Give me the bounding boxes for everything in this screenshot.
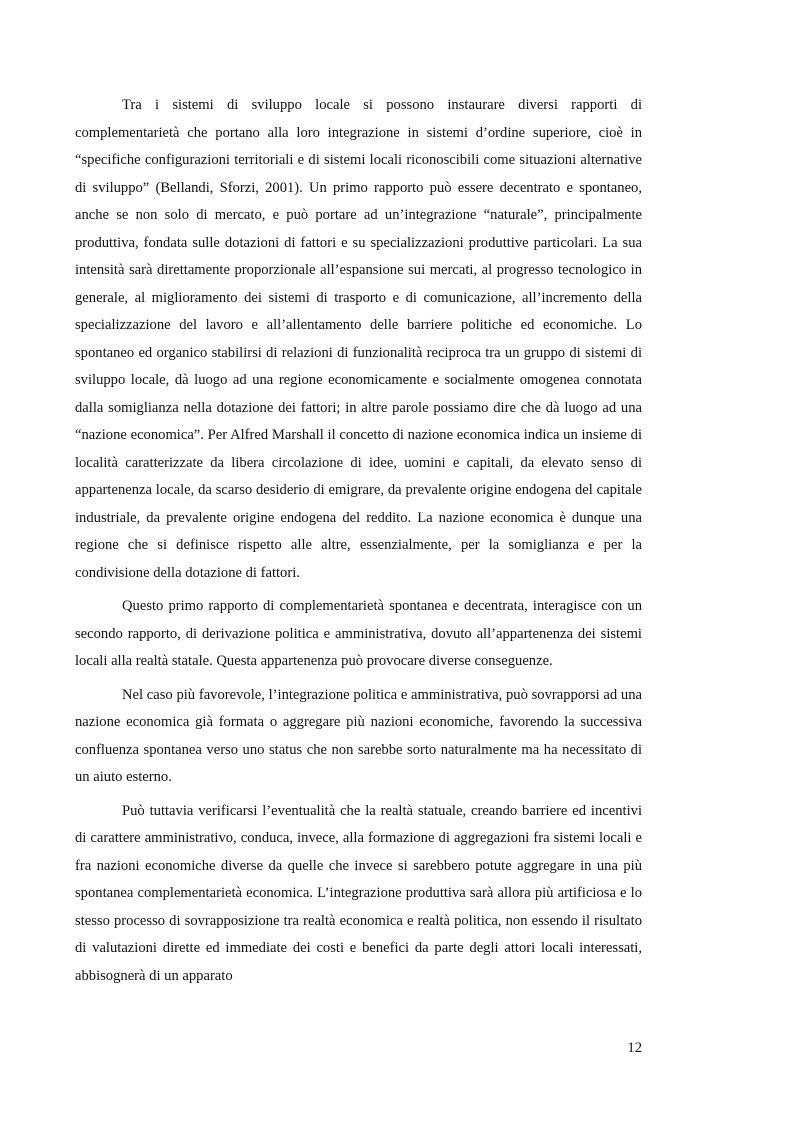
paragraph-2: Questo primo rapporto di complementarietà spontanea e decentrata, interagisce con un secondo rapporto, di derivazione politica e amministrativa, dovuto all’appartenenza dei sistemi locali alla realtà statale. Questa appartenenza può provocare diverse conseguenze. bbox=[75, 598, 642, 669]
paragraph-4: Può tuttavia verificarsi l’eventualità che la realtà statuale, creando barriere ed incentivi di carattere amministrativo, conduca, invece, alla formazione di aggregazioni fra sistemi locali e fra nazioni economiche diverse da quelle che invece si sarebbero potute aggregare in una più spontanea complementarietà economica. L’integrazione produttiva sarà allora più artificiosa e lo stesso processo di sovrapposizione tra realtà economica e realtà politica, non essendo il risultato di valutazioni dirette ed immediate dei costi e benefici da parte degli attori locali interessati, abbisognerà di un apparato bbox=[75, 802, 642, 984]
paragraph-1: Tra i sistemi di sviluppo locale si possono instaurare diversi rapporti di complementarietà che portano alla loro integrazione in sistemi d’ordine superiore, cioè in “specifiche configurazioni territoriali e di sistemi locali riconoscibili come situazioni alternative di sviluppo” (Bellandi, Sforzi, 2001). Un primo rapporto può essere decentrato e spontaneo, anche se non solo di mercato, e può portare ad un’integrazione “naturale”, principalmente produttiva, fondata sulle dotazioni di fattori e su specializzazioni produttive particolari. La sua intensità sarà direttamente proporzionale all’espansione sui mercati, al progresso tecnologico in generale, al miglioramento dei sistemi di trasporto e di comunicazione, all’incremento della specializzazione del lavoro e all’allentamento delle barriere politiche ed economiche. Lo spontaneo ed organico stabilirsi di relazioni di funzionalità reciproca tra un gruppo di sistemi di sviluppo locale, dà luogo ad una regione economicamente e socialmente omogenea connotata dalla somiglianza nella dotazione dei fattori; in altre parole possiamo dire che dà luogo ad una “nazione economica”. Per Alfred Marshall il concetto di nazione economica indica un insieme di località caratterizzate da libera circolazione di idee, uomini e capitali, da elevato senso di appartenenza locale, da scarso desiderio di emigrare, da prevalente origine endogena del capitale industriale, da prevalente origine endogena del reddito. La nazione economica è dunque una regione che si definisce rispetto alle altre, essenzialmente, per la somiglianza e per la condivisione della dotazione di fattori. bbox=[75, 97, 642, 581]
page-number: 12 bbox=[627, 1040, 642, 1056]
paragraph-3: Nel caso più favorevole, l’integrazione politica e amministrativa, può sovrapporsi ad una nazione economica già formata o aggregare più nazioni economiche, favorendo la successiva confluenza spontanea verso uno status che non sarebbe sorto naturalmente ma ha necessitato di un aiuto esterno. bbox=[75, 686, 642, 785]
body-text bbox=[75, 92, 642, 996]
